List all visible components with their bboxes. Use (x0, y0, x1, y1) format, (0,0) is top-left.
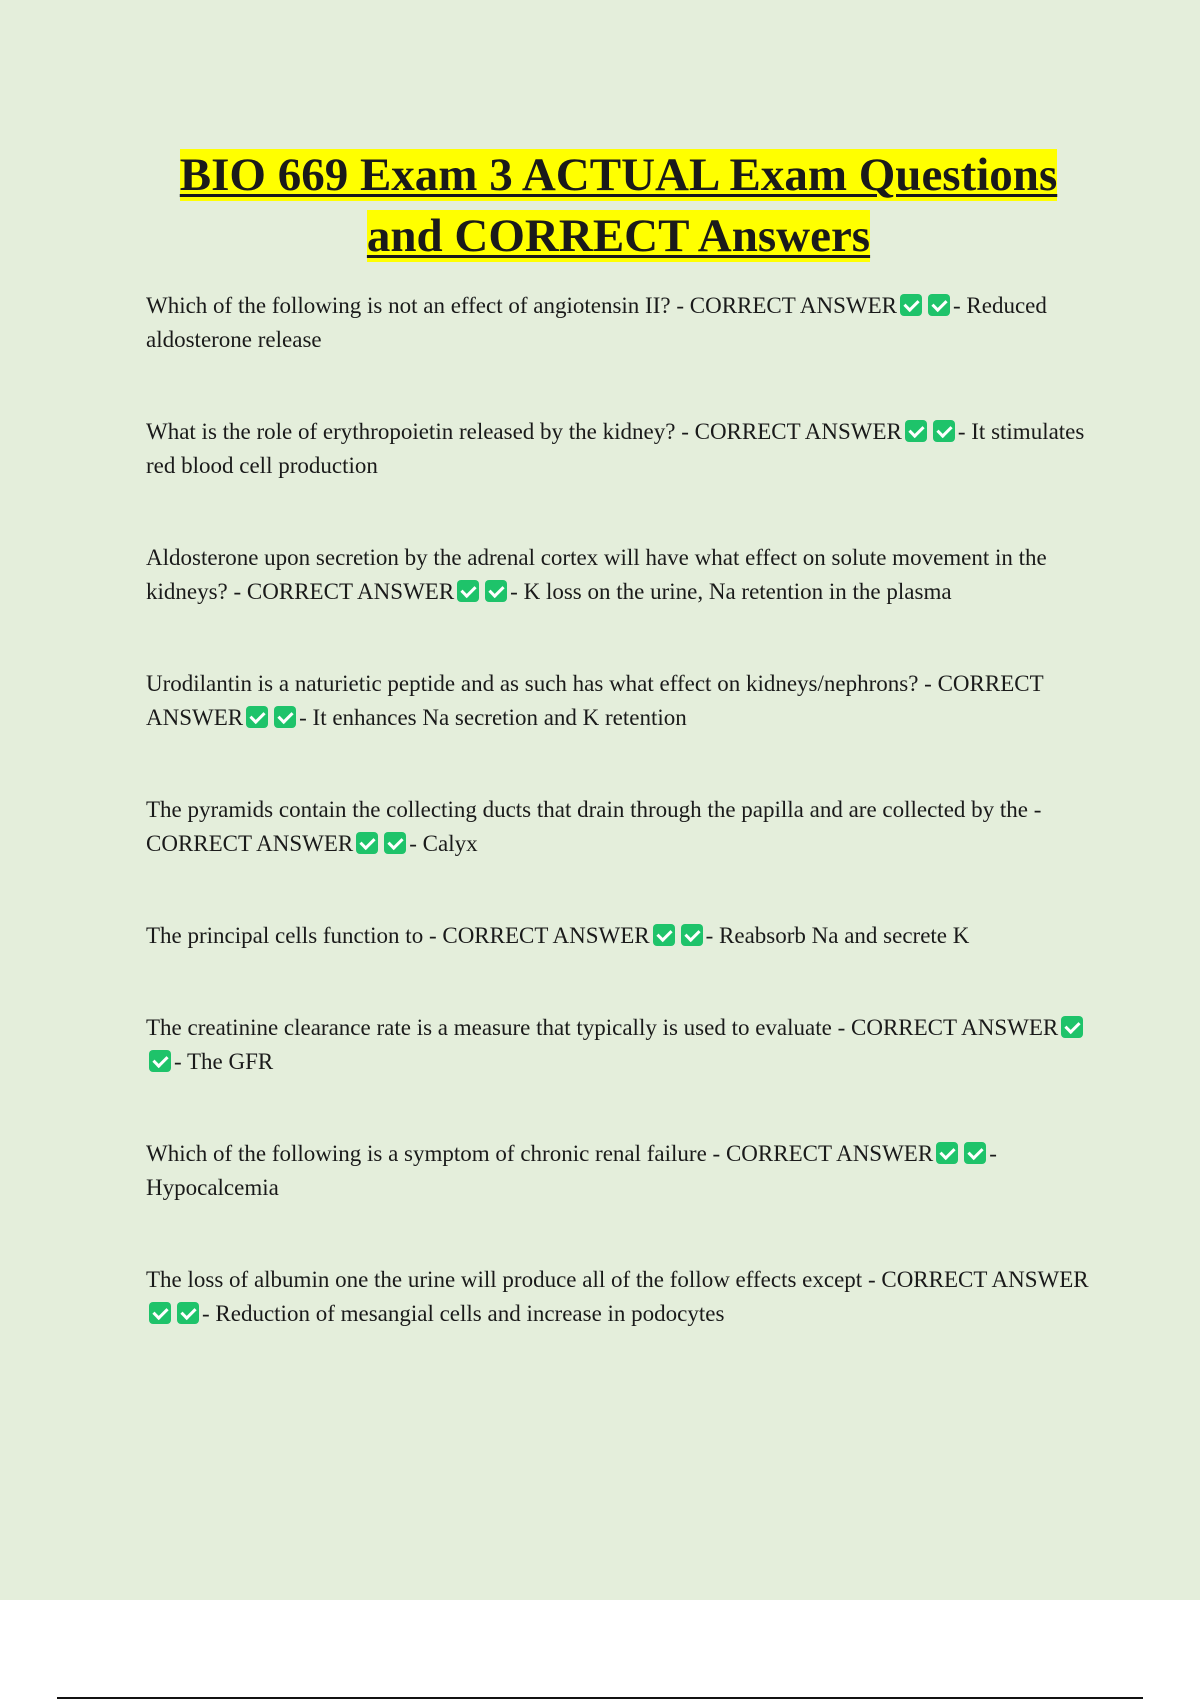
check-box-icon (905, 420, 927, 442)
check-box-icon (149, 1050, 171, 1072)
check-box-icon (384, 832, 406, 854)
check-box-icon (653, 924, 675, 946)
qa-item (146, 1011, 1091, 1079)
answer-text: - Hypocalcemia (146, 1141, 997, 1200)
document-body (146, 145, 1091, 1389)
check-box-icon (1061, 1016, 1083, 1038)
check-box-icon (274, 706, 296, 728)
answer-marker: CORRECT ANSWER (689, 293, 897, 318)
document-title (146, 145, 1091, 267)
question-text: The loss of albumin one the urine will produce all of the follow effects except - (146, 1267, 882, 1292)
qa-item (146, 919, 1091, 953)
answer-marker: CORRECT ANSWER (851, 1015, 1059, 1040)
qa-item (146, 1263, 1091, 1331)
qa-item (146, 289, 1091, 357)
question-text: The pyramids contain the collecting ducts that drain through the papilla and are collected by the - (146, 797, 1042, 822)
qa-item (146, 1137, 1091, 1205)
question-text: Which of the following is not an effect of angiotensin II? - (146, 293, 690, 318)
qa-item (146, 541, 1091, 609)
check-box-icon (933, 420, 955, 442)
check-box-icon (485, 580, 507, 602)
answer-text: - Reabsorb Na and secrete K (705, 923, 970, 948)
answer-text: - Reduced aldosterone release (146, 293, 1047, 352)
answer-text: - It enhances Na secretion and K retention (299, 705, 687, 730)
question-text: The creatinine clearance rate is a measure that typically is used to evaluate - (146, 1015, 851, 1040)
qa-item (146, 793, 1091, 861)
answer-marker: CORRECT ANSWER (725, 1141, 934, 1166)
answer-marker: CORRECT ANSWER (694, 419, 902, 444)
check-box-icon (681, 924, 703, 946)
question-text: The principal cells function to - (146, 923, 443, 948)
check-box-icon (457, 580, 479, 602)
footer-divider (57, 1697, 1143, 1699)
check-box-icon (177, 1302, 199, 1324)
title-line-1: BIO 669 Exam 3 ACTUAL Exam Questions (179, 149, 1058, 201)
qa-list (146, 289, 1091, 1331)
answer-marker: CORRECT ANSWER (146, 671, 1044, 730)
answer-text: - The GFR (174, 1049, 274, 1074)
answer-text: - Reduction of mesangial cells and increase in podocytes (202, 1301, 725, 1326)
answer-text: - Calyx (409, 831, 478, 856)
question-text: What is the role of erythropoietin released by the kidney? - (146, 419, 695, 444)
answer-marker: CORRECT ANSWER (442, 923, 650, 948)
check-box-icon (936, 1142, 958, 1164)
question-text: Which of the following is a symptom of chronic renal failure - (146, 1141, 726, 1166)
check-box-icon (356, 832, 378, 854)
answer-text: - It stimulates red blood cell production (146, 419, 1085, 478)
check-box-icon (246, 706, 268, 728)
answer-marker: CORRECT ANSWER (881, 1267, 1089, 1292)
check-box-icon (928, 294, 950, 316)
answer-marker: CORRECT ANSWER (146, 831, 354, 856)
qa-item (146, 415, 1091, 483)
question-text: Aldosterone upon secretion by the adrenal cortex will have what effect on solute movement in the kidneys? - (146, 545, 1047, 604)
check-box-icon (964, 1142, 986, 1164)
question-text: Urodilantin is a naturietic peptide and as such has what effect on kidneys/nephrons? - (146, 671, 938, 696)
title-line-2: and CORRECT Answers (366, 210, 871, 262)
check-box-icon (900, 294, 922, 316)
check-box-icon (149, 1302, 171, 1324)
answer-text: - K loss on the urine, Na retention in the plasma (510, 579, 952, 604)
qa-item (146, 667, 1091, 735)
answer-marker: CORRECT ANSWER (246, 579, 455, 604)
